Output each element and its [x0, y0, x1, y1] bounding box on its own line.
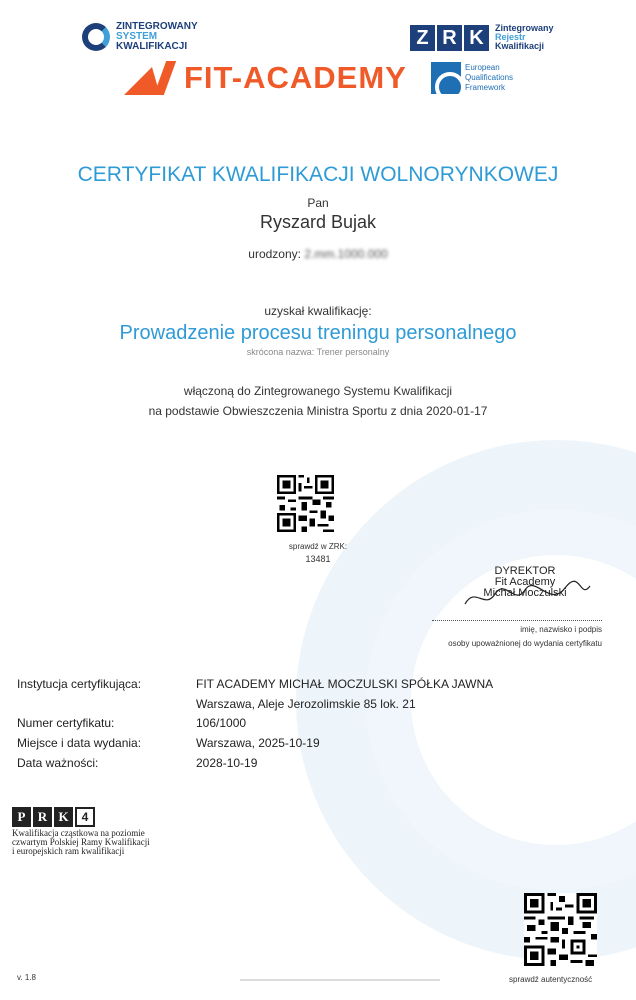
detail-value: Warszawa, 2025-10-19 — [196, 736, 320, 750]
zsk-line3: KWALIFIKACJI — [116, 41, 188, 52]
zsk-logo-text — [116, 22, 198, 52]
zsk-line1: ZINTEGROWANY — [116, 21, 198, 32]
birth-date-value: 2.mm.1000.000 — [304, 247, 388, 261]
inclusion-line2: na podstawie Obwieszczenia Ministra Sportu z dnia 2020-01-17 — [148, 404, 488, 418]
detail-value: 2028-10-19 — [196, 756, 258, 770]
zrk-number: 13481 — [305, 554, 331, 564]
zrk-line3: Kwalifikacji — [495, 41, 545, 51]
zrk-qr-code[interactable] — [277, 475, 334, 532]
zrk-check-label: sprawdź w ZRK: — [288, 542, 348, 551]
detail-label: Data ważności: — [17, 756, 99, 770]
detail-label: Numer certyfikatu: — [17, 716, 115, 730]
director-signature — [455, 566, 595, 616]
salutation: Pan — [307, 196, 329, 210]
detail-label: Instytucja certyfikująca: — [17, 677, 142, 691]
certificate-title: CERTYFIKAT KWALIFIKACJI WOLNORYNKOWEJ — [77, 163, 559, 186]
zsk-logo-icon — [82, 23, 110, 51]
detail-label: Miejsce i data wydania: — [17, 736, 142, 750]
zrk-line1: Zintegrowany — [495, 23, 554, 33]
zrk-letter-boxes — [410, 25, 489, 51]
version-label: v. 1.8 — [17, 973, 36, 982]
zrk-letter-z: Z — [410, 25, 435, 51]
inclusion-line1: włączoną do Zintegrowanego Systemu Kwalifikacji — [183, 384, 453, 398]
holder-name: Ryszard Bujak — [259, 212, 377, 232]
detail-value: FIT ACADEMY MICHAŁ MOCZULSKI SPÓŁKA JAWNA — [196, 677, 494, 691]
signature-line — [432, 620, 602, 621]
zrk-letter-r: R — [437, 25, 462, 51]
fit-academy-name: FIT-ACADEMY — [184, 60, 407, 95]
prk-level: 4 — [75, 807, 95, 827]
eqf-line3: Framework — [465, 83, 506, 92]
prk-text-line1: Kwalifikacja cząstkowa na poziomie — [12, 828, 145, 838]
fit-academy-logo — [124, 60, 407, 96]
fit-academy-logo-icon — [124, 61, 184, 95]
prk-letter-k: K — [54, 807, 73, 827]
zsk-line2: SYSTEM — [116, 31, 158, 42]
prk-badge — [12, 807, 150, 856]
eqf-line2: Qualifications — [465, 73, 514, 82]
zrk-line2: Rejestr — [495, 32, 526, 42]
eqf-logo-text — [465, 63, 513, 93]
eqf-logo-icon — [431, 62, 461, 94]
birth-date — [0, 247, 636, 261]
prk-text-line2: czwartym Polskiej Ramy Kwalifikacji — [12, 837, 150, 847]
detail-value: Warszawa, Aleje Jerozolimskie 85 lok. 21 — [196, 697, 416, 711]
prk-text-line3: i europejskich ram kwalifikacji — [12, 846, 125, 856]
prk-letter-p: P — [12, 807, 31, 827]
zrk-letter-k: K — [464, 25, 489, 51]
zrk-logo-text — [495, 24, 554, 51]
obtained-text: uzyskał kwalifikację: — [264, 304, 372, 318]
stamp-line3: Michał Moczulski — [483, 587, 567, 599]
prk-letter-boxes — [12, 807, 150, 827]
signature-caption-2: osoby upoważnionej do wydania certyfikatu — [448, 639, 602, 648]
prk-description — [12, 829, 150, 856]
qualification-name: Prowadzenie procesu treningu personalnego — [119, 322, 517, 344]
stamp-line2: Fit Academy — [494, 576, 556, 588]
zrk-logo — [410, 24, 554, 51]
certificate-header — [0, 0, 636, 110]
eqf-line1: European — [465, 63, 500, 72]
qualification-short-name: skrócona nazwa: Trener personalny — [246, 347, 390, 357]
signature-caption-1: imię, nazwisko i podpis — [520, 625, 602, 634]
handwritten-signature — [455, 566, 595, 616]
stamp-line1: DYREKTOR — [494, 565, 556, 577]
eqf-logo — [431, 62, 513, 94]
birth-date-label: urodzony: — [248, 247, 301, 261]
authenticity-qr-code[interactable] — [524, 893, 597, 966]
verify-authenticity-label: sprawdź autentyczność — [509, 975, 593, 984]
zsk-logo — [82, 22, 198, 52]
footer-fine-print — [240, 979, 440, 981]
prk-letter-r: R — [33, 807, 52, 827]
detail-value: 106/1000 — [196, 716, 247, 730]
